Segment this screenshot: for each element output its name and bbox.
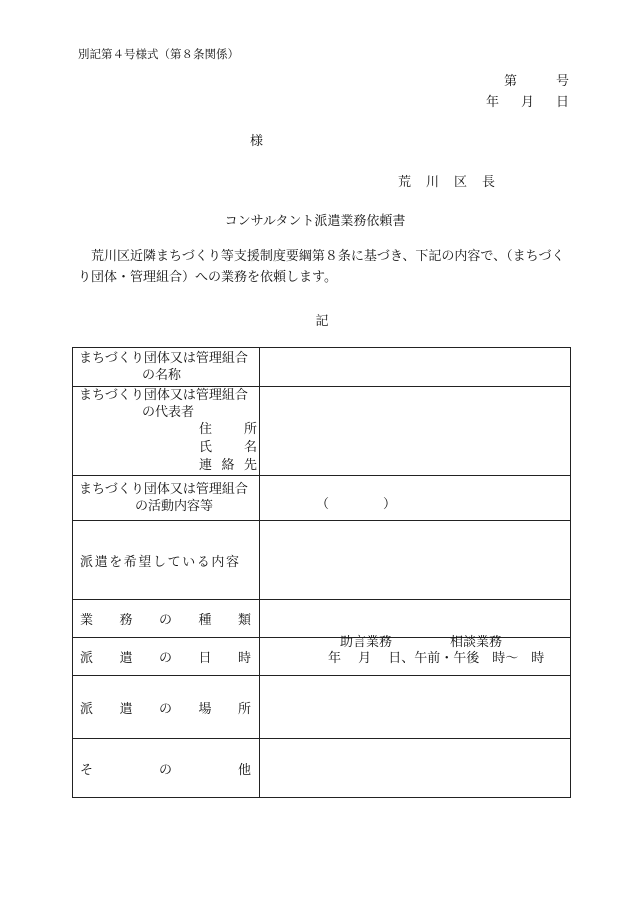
datetime-label-char: 日 [198, 651, 212, 666]
work-type-label-char: 類 [237, 613, 251, 628]
org-name-label [73, 348, 260, 387]
datetime-label-char: 遣 [119, 651, 133, 666]
work-type-label [73, 600, 260, 638]
table-row-org-name [73, 348, 571, 387]
body-text: 荒川区近隣まちづくり等支援制度要綱第８条に基づき、下記の内容で、（まちづくり団体・管理組合）への業務を依頼します。 [78, 249, 565, 285]
representative-label-line1: まちづくり団体又は管理組合 [79, 388, 248, 403]
table-row-place [73, 676, 571, 739]
work-type-label-char: 業 [80, 613, 94, 628]
other-field[interactable] [260, 739, 571, 798]
activities-label [73, 476, 260, 521]
table-row-desired [73, 521, 571, 600]
contact-label: 連絡先 [199, 458, 257, 473]
number-prefix: 第 [504, 74, 518, 89]
sender-char-1: 荒 [398, 175, 412, 190]
place-label-char: 所 [237, 701, 251, 717]
other-label [73, 739, 260, 798]
representative-label-line2: の代表者 [142, 405, 195, 420]
number-suffix: 号 [556, 74, 570, 89]
date-month: 月 [521, 95, 535, 110]
place-label [73, 676, 260, 739]
addressee-suffix: 様 [250, 134, 264, 149]
place-label-char: 場 [198, 701, 212, 717]
place-label-char: 派 [80, 701, 94, 717]
place-label-char: 遣 [119, 701, 133, 717]
datetime-field[interactable] [260, 638, 571, 676]
datetime-label-char: 時 [237, 651, 251, 666]
work-type-label-char: の [158, 613, 172, 628]
desired-label [73, 521, 260, 600]
address-label: 住 所 [199, 422, 257, 437]
contact-paren-open: （ [316, 497, 330, 512]
other-label-char: の [158, 762, 172, 778]
place-label-char: の [158, 701, 172, 717]
representative-field[interactable] [260, 387, 571, 512]
org-name-label-line2: の名称 [142, 368, 182, 383]
desired-field[interactable] [260, 521, 571, 600]
org-name-label-line1: まちづくり団体又は管理組合 [79, 351, 248, 366]
activities-field[interactable] [260, 476, 571, 521]
consultation-work-option[interactable]: 相談業務 [450, 634, 503, 650]
datetime-value: 年 月 日、午前・午後 時～ 時 [328, 651, 545, 666]
other-label-char: 他 [237, 762, 251, 778]
work-type-label-char: 種 [198, 613, 212, 628]
sender-char-4: 長 [482, 175, 496, 190]
activities-label-line1: まちづくり団体又は管理組合 [79, 482, 248, 497]
table-row-work-type [73, 600, 571, 638]
table-row-representative [73, 387, 571, 476]
datetime-label-char: 派 [80, 651, 94, 666]
place-field[interactable] [260, 676, 571, 739]
advice-work-option[interactable]: 助言業務 [340, 634, 393, 650]
sender-char-3: 区 [454, 175, 468, 190]
other-label-char: そ [80, 762, 94, 778]
request-form-table [72, 347, 571, 798]
desired-label-text: 派遣を希望している内容 [80, 554, 241, 570]
date-day: 日 [556, 95, 570, 110]
date-year: 年 [486, 95, 500, 110]
document-title: コンサルタント派遣業務依頼書 [224, 214, 406, 229]
ki-heading: 記 [315, 314, 329, 329]
work-type-field [260, 600, 571, 650]
representative-label [73, 387, 260, 476]
datetime-label-char: の [158, 651, 172, 666]
sender-char-2: 川 [426, 175, 440, 190]
table-row-other [73, 739, 571, 798]
activities-label-line2: の活動内容等 [135, 499, 214, 514]
datetime-label [73, 638, 260, 676]
work-type-label-char: 務 [119, 613, 133, 628]
name-label: 氏 名 [199, 440, 257, 455]
form-id: 別記第４号様式（第８条関係） [78, 47, 239, 61]
org-name-field[interactable] [260, 348, 571, 387]
contact-paren-close: ） [383, 497, 397, 512]
